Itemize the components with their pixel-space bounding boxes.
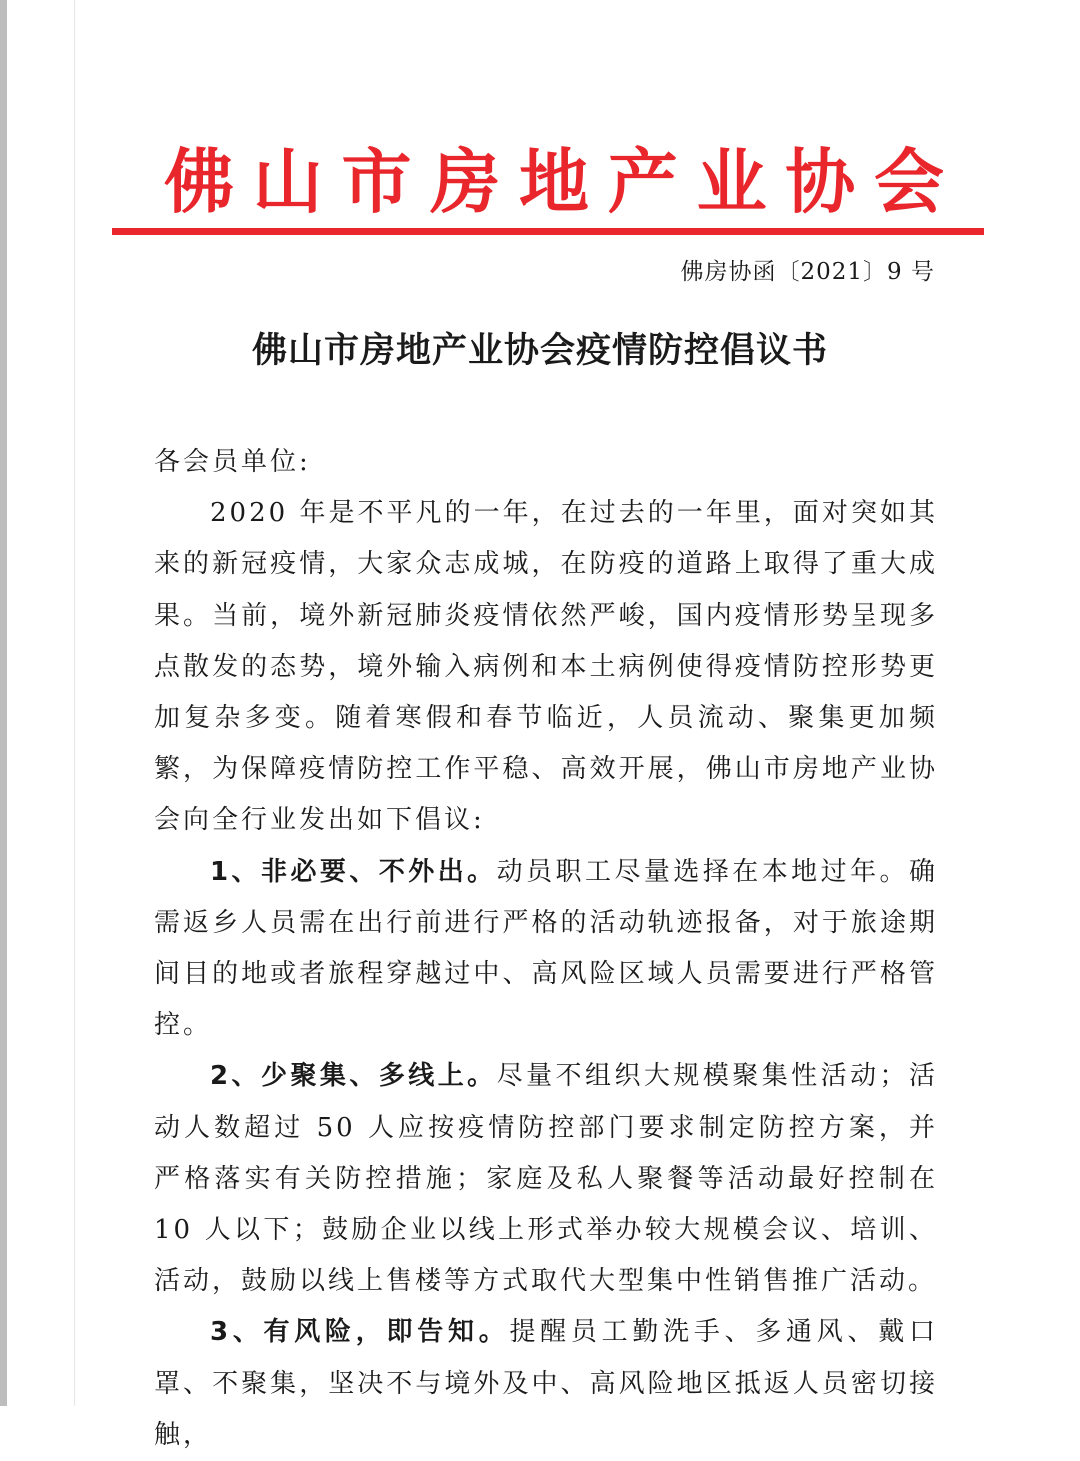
page-fold-line xyxy=(74,0,75,1406)
letterhead-char: 房 xyxy=(430,141,501,223)
intro-paragraph: 2020 年是不平凡的一年，在过去的一年里，面对突如其来的新冠疫情，大家众志成城，在防疫的道路上取得了重大成果。当前，境外新冠肺炎疫情依然严峻，国内疫情形势呈现多点散发的态势，境外输入病例和本土病例使得疫情防控形势更加复杂多变。随着寒假和春节临近，人员流动、聚集更加频繁，为保障疫情防控工作平稳、高效开展，佛山市房地产业协会向全行业发出如下倡议: xyxy=(154,498,938,836)
letterhead-char: 会 xyxy=(874,141,944,223)
item-paragraph xyxy=(154,1307,938,1461)
document-title: 佛山市房地产业协会疫情防控倡议书 xyxy=(251,331,828,371)
document-body xyxy=(154,437,938,1461)
letterhead-char: 市 xyxy=(341,141,412,223)
item-text: 动员职工尽量选择在本地过年。确需返乡人员需在出行前进行严格的活动轨迹报备，对于旅途期间目的地或者旅程穿越过中、高风险区域人员需要进行严格管控。 xyxy=(154,856,938,1041)
salutation: 各会员单位: xyxy=(154,447,311,477)
document-number: 佛房协函〔2021〕9 号 xyxy=(680,259,935,285)
letterhead-char: 佛 xyxy=(164,141,234,223)
letterhead-char: 业 xyxy=(696,141,767,223)
item-heading: 3、有风险，即告知。 xyxy=(210,1317,510,1348)
item-text: 提醒员工勤洗手、多通风、戴口罩、不聚集，坚决不与境外及中、高风险地区抵返人员密切接触， xyxy=(154,1317,938,1450)
letterhead-char: 山 xyxy=(252,141,323,223)
item-paragraph xyxy=(154,847,938,1052)
item-heading: 2、少聚集、多线上。 xyxy=(210,1061,497,1092)
item-text: 尽量不组织大规模聚集性活动；活动人数超过 50 人应按疫情防控部门要求制定防控方案，并严格落实有关防控措施；家庭及私人聚餐等活动最好控制在 10 人以下；鼓励企业以线上形式举办较大规模会议、培训、活动，鼓励以线上售楼等方式取代大型集中性销售推广活动。 xyxy=(154,1061,938,1297)
letterhead-char: 产 xyxy=(607,141,678,223)
letterhead-divider xyxy=(112,228,984,235)
letterhead xyxy=(112,142,984,222)
item-paragraph xyxy=(154,1051,938,1307)
scan-left-edge xyxy=(0,0,7,1406)
letterhead-char: 地 xyxy=(519,141,589,223)
letterhead-char: 协 xyxy=(785,141,856,223)
item-heading: 1、非必要、不外出。 xyxy=(210,856,497,887)
